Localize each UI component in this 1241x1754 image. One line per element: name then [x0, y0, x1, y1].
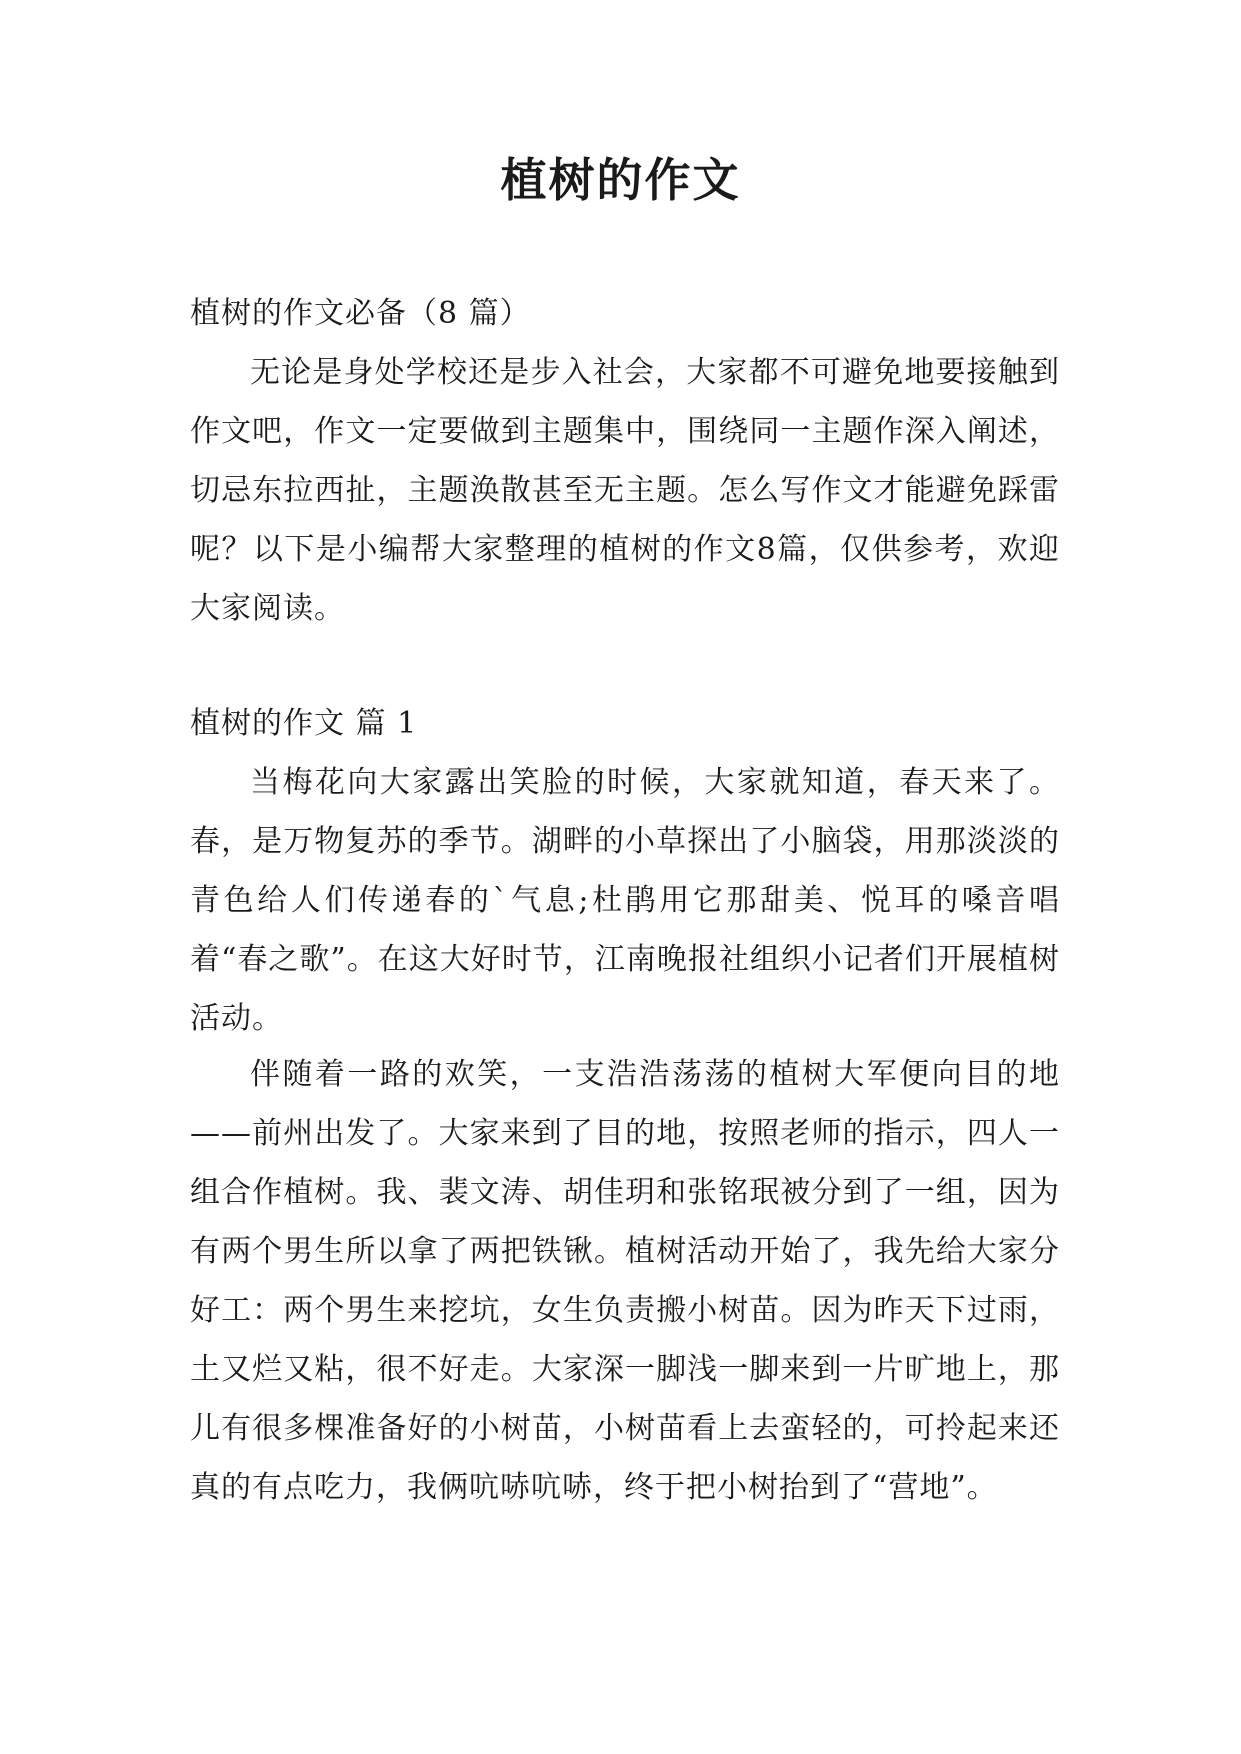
- essay-paragraph-1: 当梅花向大家露出笑脸的时候，大家就知道，春天来了。春，是万物复苏的季节。湖畔的小草探出了小脑袋，用那淡淡的青色给人们传递春的`气息;杜鹃用它那甜美、悦耳的嗓音唱着“春之歌”。在这大好时节，江南晚报社组织小记者们开展植树活动。: [190, 765, 1060, 1036]
- intro-heading: 植树的作文必备（8 篇）: [190, 296, 531, 331]
- essay-section-1-continued: [190, 1045, 1060, 1517]
- intro-paragraph: 无论是身处学校还是步入社会，大家都不可避免地要接触到作文吧，作文一定要做到主题集中，围绕同一主题作深入阐述，切忌东拉西扯，主题涣散甚至无主题。怎么写作文才能避免踩雷呢？以下是小编帮大家整理的植树的作文8篇，仅供参考，欢迎大家阅读。: [190, 355, 1060, 626]
- essay-paragraph-2: 伴随着一路的欢笑，一支浩浩荡荡的植树大军便向目的地——前州出发了。大家来到了目的地，按照老师的指示，四人一组合作植树。我、裴文涛、胡佳玥和张铭珉被分到了一组，因为有两个男生所以拿了两把铁锹。植树活动开始了，我先给大家分好工：两个男生来挖坑，女生负责搬小树苗。因为昨天下过雨，土又烂又粘，很不好走。大家深一脚浅一脚来到一片旷地上，那儿有很多棵准备好的小树苗，小树苗看上去蛮轻的，可拎起来还真的有点吃力，我俩吭哧吭哧，终于把小树抬到了“营地”。: [190, 1057, 1060, 1505]
- section-heading: 植树的作文 篇 1: [190, 706, 418, 741]
- document-title: 植树的作文: [500, 153, 741, 207]
- intro-section: [190, 284, 1060, 638]
- essay-section-1: [190, 694, 1060, 1048]
